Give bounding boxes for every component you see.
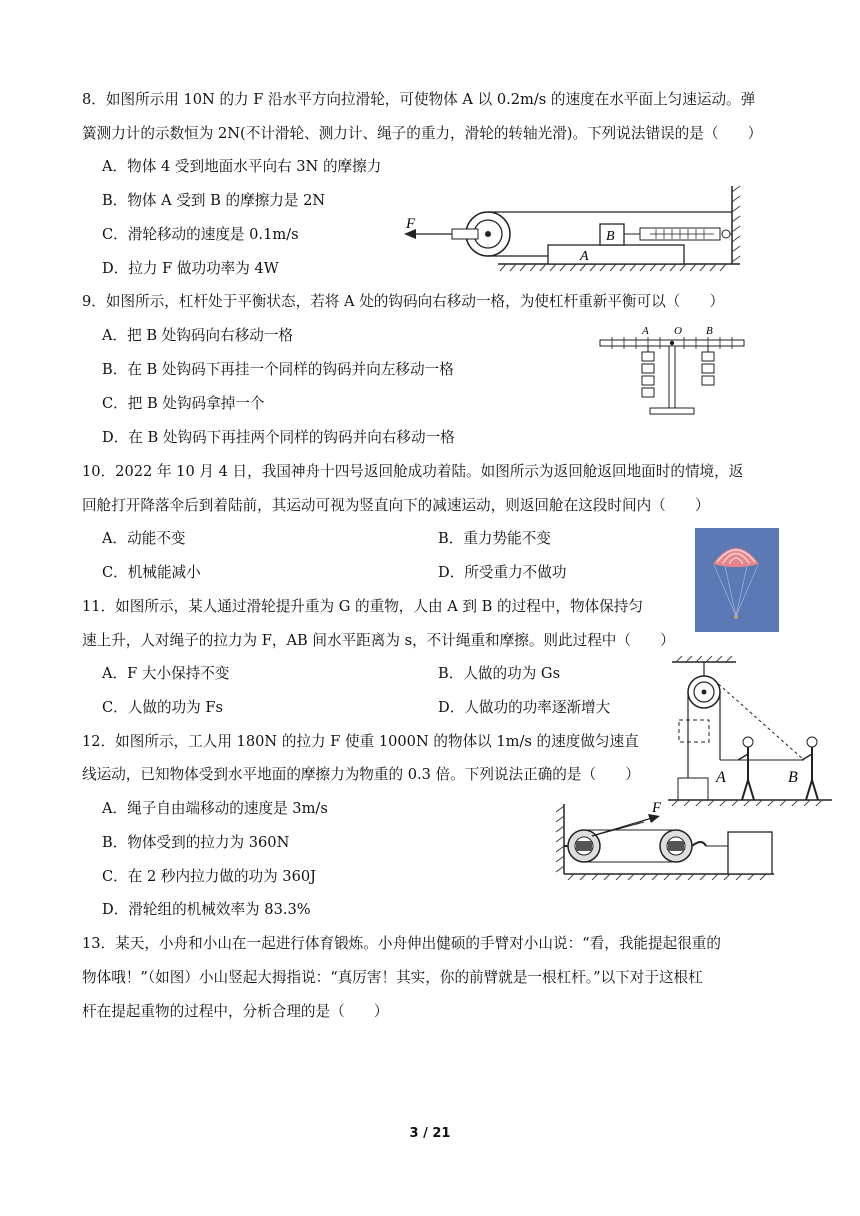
q11-label-a: A bbox=[716, 769, 726, 786]
q9-label-b: B bbox=[706, 325, 713, 337]
q8-stem-line2: 簧测力计的示数恒为 2N(不计滑轮、测力计、绳子的重力，滑轮的转轴光滑)。下列说法错误的是（ ） bbox=[82, 125, 763, 142]
q8-pulley-figure bbox=[400, 182, 745, 274]
q13-stem-line1: 13．某天，小舟和小山在一起进行体育锻炼。小舟伸出健硕的手臂对小山说：“看，我能提起很重的 bbox=[82, 935, 721, 952]
q12-option-c: C．在 2 秒内拉力做的功为 360J bbox=[102, 868, 317, 885]
q10-option-a: A．动能不变 bbox=[102, 530, 186, 547]
q10-capsule-photo bbox=[695, 528, 779, 632]
q9-option-b: B．在 B 处钩码下再挂一个同样的钩码并向左移动一格 bbox=[102, 361, 454, 378]
q12-option-a: A．绳子自由端移动的速度是 3m/s bbox=[102, 800, 328, 817]
q8-label-f: F bbox=[406, 216, 416, 232]
q8-stem-line1: 8．如图所示用 10N 的力 F 沿水平方向拉滑轮，可使物体 A 以 0.2m/s 的速度在水平面上匀速运动。弹 bbox=[82, 91, 756, 108]
q10-stem-line2: 回舱打开降落伞后到着陆前，其运动可视为竖直向下的减速运动，则返回舱在这段时间内（ ） bbox=[82, 497, 710, 514]
q8-label-a: A bbox=[580, 249, 589, 264]
q9-option-d: D．在 B 处钩码下再挂两个同样的钩码并向右移动一格 bbox=[102, 429, 455, 446]
q9-label-o: O bbox=[674, 325, 682, 337]
q11-option-a: A．F 大小保持不变 bbox=[102, 665, 230, 682]
q12-pulley-group-figure bbox=[556, 800, 778, 882]
q10-option-d: D．所受重力不做功 bbox=[438, 564, 567, 581]
q9-lever-figure bbox=[596, 322, 748, 418]
q9-label-a: A bbox=[642, 325, 649, 337]
q8-option-d: D．拉力 F 做功功率为 4W bbox=[102, 260, 279, 277]
q8-option-b: B．物体 A 受到 B 的摩擦力是 2N bbox=[102, 192, 326, 209]
q11-pulley-person-figure bbox=[668, 656, 832, 806]
q9-option-a: A．把 B 处钩码向右移动一格 bbox=[102, 327, 294, 344]
q9-stem: 9．如图所示，杠杆处于平衡状态，若将 A 处的钩码向右移动一格，为使杠杆重新平衡可以（ ） bbox=[82, 293, 725, 310]
q12-option-b: B．物体受到的拉力为 360N bbox=[102, 834, 290, 851]
q10-stem-line1: 10．2022 年 10 月 4 日，我国神舟十四号返回舱成功着陆。如图所示为返回舱返回地面时的情境，返 bbox=[82, 463, 744, 480]
q12-stem-line2: 线运动，已知物体受到水平地面的摩擦力为物重的 0.3 倍。下列说法正确的是（ ） bbox=[82, 766, 640, 783]
q13-stem-line3: 杆在提起重物的过程中，分析合理的是（ ） bbox=[82, 1003, 389, 1020]
q8-option-a: A．物体 4 受到地面水平向右 3N 的摩擦力 bbox=[102, 158, 382, 175]
q10-option-b: B．重力势能不变 bbox=[438, 530, 551, 547]
q11-label-b: B bbox=[788, 769, 798, 786]
q13-stem-line2: 物体哦！”（如图）小山竖起大拇指说：“真厉害！其实，你的前臂就是一根杠杆。”以下对于这根杠 bbox=[82, 969, 703, 986]
q12-label-f: F bbox=[652, 800, 662, 816]
q10-option-c: C．机械能减小 bbox=[102, 564, 201, 581]
q8-option-c: C．滑轮移动的速度是 0.1m/s bbox=[102, 226, 299, 243]
q11-stem-line1: 11．如图所示，某人通过滑轮提升重为 G 的重物，人由 A 到 B 的过程中，物体保持匀 bbox=[82, 598, 643, 615]
q8-label-b: B bbox=[606, 229, 615, 244]
q11-option-d: D．人做功的功率逐渐增大 bbox=[438, 699, 611, 716]
q9-option-c: C．把 B 处钩码拿掉一个 bbox=[102, 395, 265, 412]
q11-stem-line2: 速上升，人对绳子的拉力为 F，AB 间水平距离为 s，不计绳重和摩擦。则此过程中（ ） bbox=[82, 632, 675, 649]
q12-stem-line1: 12．如图所示，工人用 180N 的拉力 F 使重 1000N 的物体以 1m/s 的速度做匀速直 bbox=[82, 733, 639, 750]
q12-option-d: D．滑轮组的机械效率为 83.3% bbox=[102, 901, 311, 918]
page-number: 3 / 21 bbox=[409, 1126, 451, 1141]
q11-option-b: B．人做的功为 Gs bbox=[438, 665, 561, 682]
q11-option-c: C．人做的功为 Fs bbox=[102, 699, 223, 716]
